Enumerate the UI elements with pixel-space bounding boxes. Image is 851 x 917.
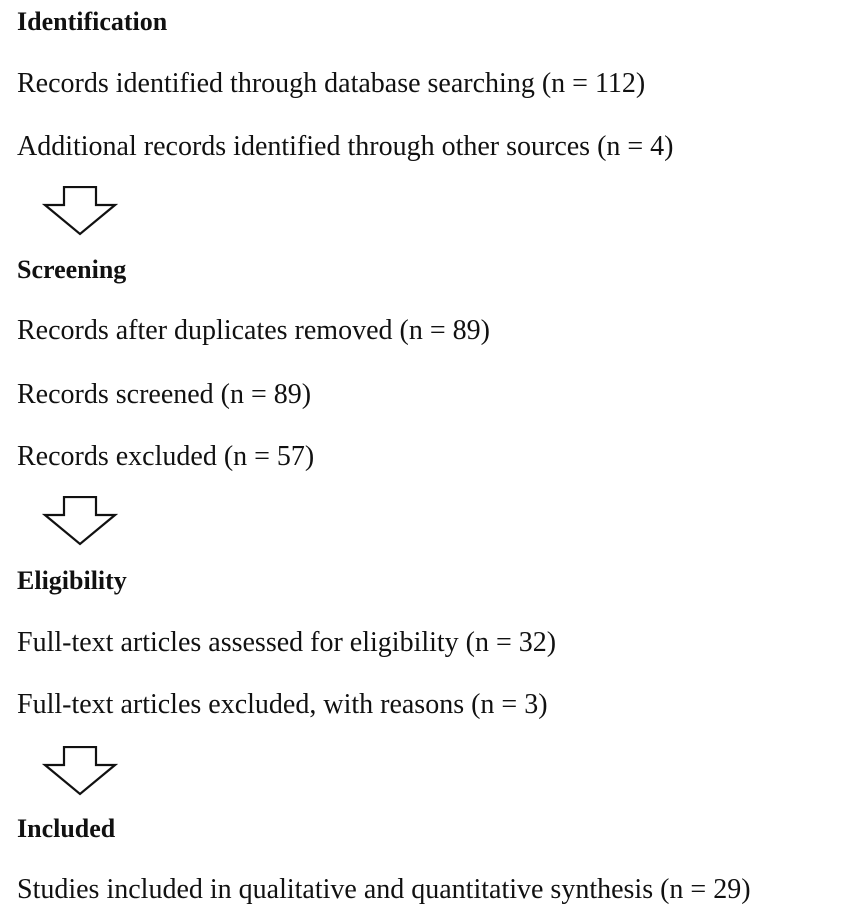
stage-item: Records screened (n = 89) [17,379,312,410]
stage-item: Full-text articles excluded, with reasons (n = 3) [17,689,548,720]
stage-heading-screening: Screening [17,255,127,284]
stage-item: Full-text articles assessed for eligibility (n = 32) [17,627,557,658]
down-arrow-icon [42,496,118,546]
down-arrow-icon [42,746,118,796]
stage-heading-included: Included [17,814,116,843]
stage-item: Records after duplicates removed (n = 89) [17,315,490,346]
stage-heading-identification: Identification [17,7,168,36]
stage-item: Studies included in qualitative and quantitative synthesis (n = 29) [17,874,751,905]
stage-heading-eligibility: Eligibility [17,566,127,595]
down-arrow-icon [42,186,118,236]
stage-item: Records excluded (n = 57) [17,441,315,472]
stage-item: Records identified through database searching (n = 112) [17,68,646,99]
stage-item: Additional records identified through other sources (n = 4) [17,131,674,162]
